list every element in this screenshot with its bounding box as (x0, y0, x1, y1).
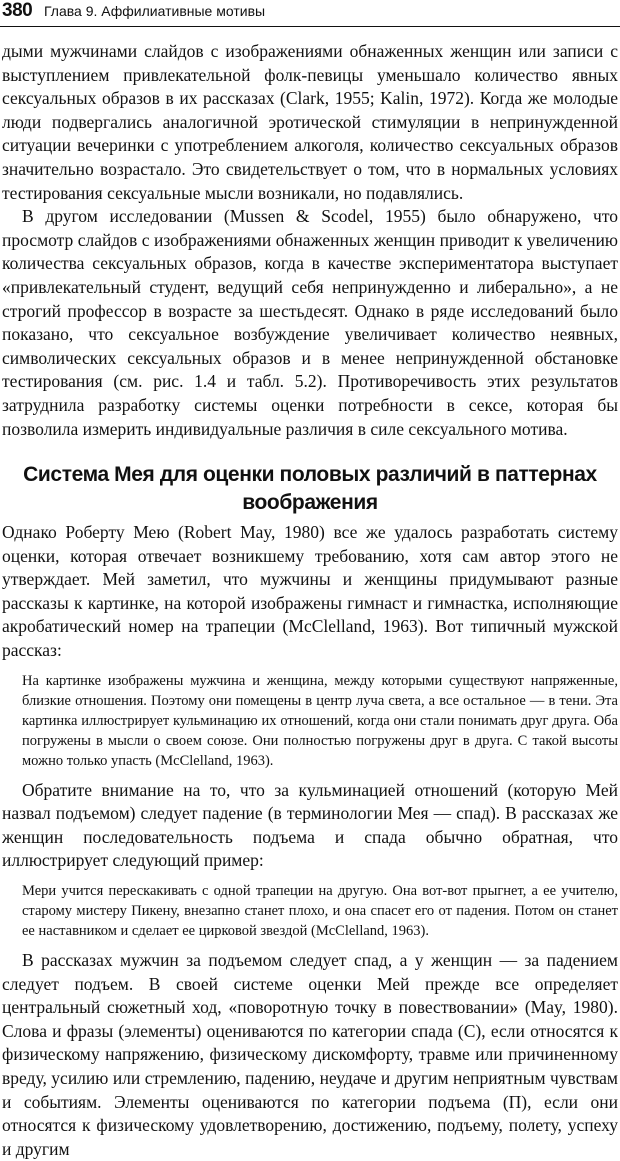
running-title: Глава 9. Аффилиативные мотивы (44, 3, 266, 19)
page-body (2, 40, 618, 1161)
paragraph-4: Обратите внимание на то, что за кульминацией отношений (которую Мей назвал подъемом) следует падение (в терминологии Мея — спад). В рассказах же женщин последовательность подъема и спада обычно обратная, что иллюстрирует следующий пример: (2, 779, 618, 871)
quote-female-story: Мери учится перескакивать с одной трапеции на другую. Она вот-вот прыгнет, а ее учителю, старому мистеру Пикену, внезапно станет плохо, и она спасет его от падения. Потом он станет ее наставником и сделает ее цирковой звездой (McClelland, 1963). (22, 883, 618, 940)
section-heading: Система Мея для оценки половых различий в паттернах воображения (23, 463, 597, 515)
paragraph-2: В другом исследовании (Mussen & Scodel, 1955) было обнаружено, что просмотр слайдов с изображениями обнаженных женщин приводит к увеличению количества сексуальных образов, когда в качестве экспериментатора выступает «привлекательный студент, ведущий себя непринужденно и либерально», а не строгий профессор в возрасте за шестьдесят. Однако в ряде исследований было показано, что сексуальное возбуждение увеличивает количество неявных, символических сексуальных образов и в менее непринужденной обстановке тестирования (см. рис. 1.4 и табл. 5.2). Противоречивость этих результатов затруднила разработку системы оценки потребности в сексе, которая бы позволила измерить индивидуальные различия в силе сексуального мотива. (2, 206, 618, 439)
quote-male-story: На картинке изображены мужчина и женщина, между которыми существуют напряженные, близкие отношения. Поэтому они помещены в центр луча света, а все остальное — в тени. Эта картинка иллюстрирует кульминацию их отношений, когда они стали понимать друг друга. Оба погружены в мысли о своем союзе. Они полностью погружены друг в друга. С такой высоты можно только упасть (McClelland, 1963). (22, 672, 618, 769)
paragraph-3: Однако Роберту Мею (Robert May, 1980) все же удалось разработать систему оценки, которая отвечает возникшему требованию, хотя сам автор этого не утверждает. Мей заметил, что мужчины и женщины придумывают разные рассказы к картинке, на которой изображены гимнаст и гимнастка, исполняющие акробатический номер на трапеции (McClelland, 1963). Вот типичный мужской рассказ: (2, 522, 618, 661)
paragraph-1: дыми мужчинами слайдов с изображениями обнаженных женщин или записи с выступлением привлекательной фолк-певицы уменьшало количество явных сексуальных образов в их рассказах (Clark, 1955; Kalin, 1972). Когда же молодые люди подвергались аналогичной эротической стимуляции в непринужденной ситуации вечеринки с употреблением алкоголя, количество сексуальных образов значительно возрастало. Это свидетельствует о том, что в нормальных условиях тестирования сексуальные мысли возникали, но подавлялись. (2, 41, 618, 203)
page-header (0, 0, 620, 27)
paragraph-5: В рассказах мужчин за подъемом следует спад, а у женщин — за падением следует подъем. В своей системе оценки Мей прежде все определяет центральный сюжетный ход, «поворотную точку в повествовании» (May, 1980). Слова и фразы (элементы) оцениваются по категории спада (С), если относятся к физическому напряжению, физическому дискомфорту, травме или причиненному вреду, усилию или стремлению, падению, неудаче и другим неприятным чувствам и событиям. Элементы оцениваются по категории подъема (П), если они относятся к физическому удовлетворению, достижению, подъему, полету, успеху и другим (2, 950, 618, 1159)
page-number: 380 (2, 0, 33, 21)
